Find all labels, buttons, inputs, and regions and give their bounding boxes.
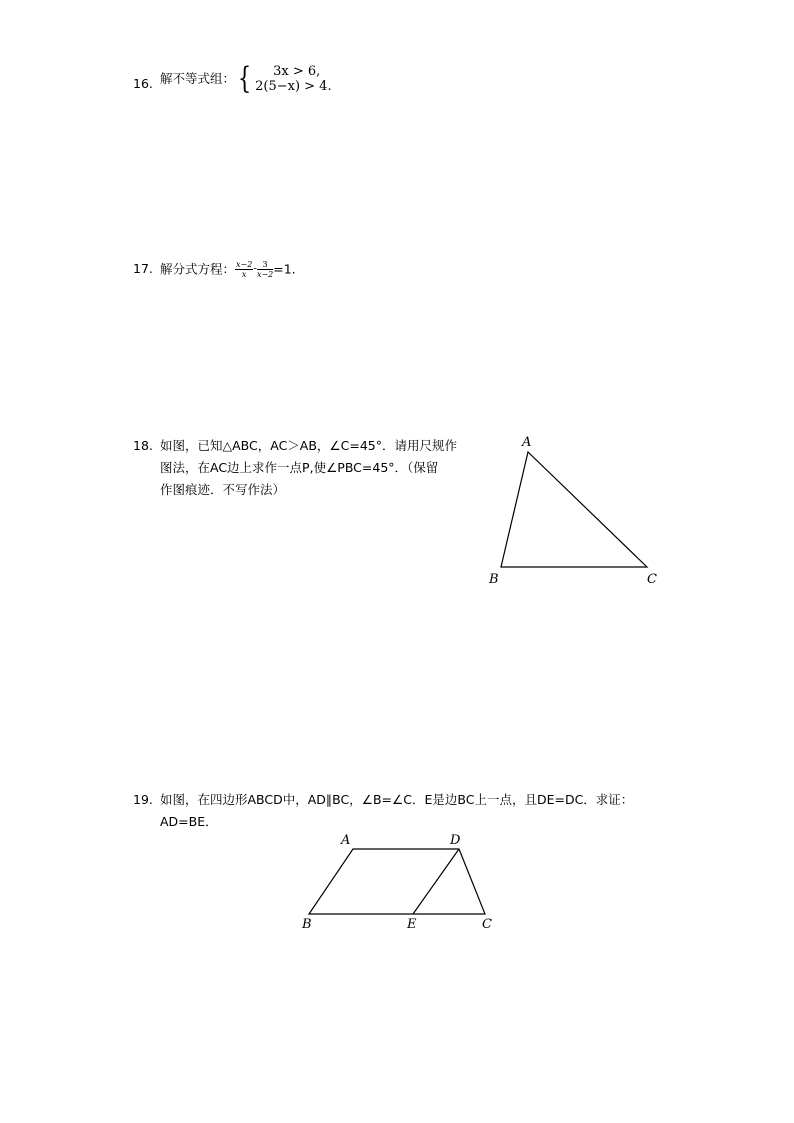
- vertex-label-b: B: [302, 917, 312, 932]
- quadrilateral-abcd-figure: [295, 828, 505, 938]
- question-number: 17.: [133, 261, 153, 276]
- quadrilateral-abcd: [309, 849, 485, 914]
- question-line-1: 如图，已知△ABC，AC＞AB，∠C=45°．请用尺规作: [160, 438, 457, 453]
- minus-sign: -: [253, 263, 257, 275]
- inequality-system: [255, 64, 331, 94]
- vertex-label-c: C: [647, 572, 657, 587]
- question-text: 解不等式组：: [160, 71, 236, 86]
- vertex-label-d: D: [450, 833, 461, 848]
- question-17: [133, 258, 433, 282]
- question-number: 16.: [133, 76, 153, 91]
- vertex-label-c: C: [482, 917, 492, 932]
- question-line-2: AD=BE．: [160, 814, 218, 829]
- question-18: [133, 435, 483, 505]
- brace-icon: {: [237, 61, 252, 96]
- inequality-line-2: 2(5−x) > 4.: [255, 79, 332, 94]
- vertex-label-e: E: [407, 917, 417, 932]
- vertex-label-a: A: [341, 833, 351, 848]
- segment-de: [413, 849, 459, 914]
- question-number: 19.: [133, 792, 153, 807]
- question-body: [160, 61, 332, 96]
- fraction-2-numerator: 3: [257, 260, 273, 270]
- fraction-2-denominator: x−2: [256, 270, 274, 279]
- triangle-abc-figure: [480, 425, 680, 595]
- fraction-1: [235, 260, 253, 279]
- triangle-abc: [501, 452, 647, 567]
- fraction-1-denominator: x: [241, 270, 247, 279]
- question-line-2: 图法，在AC边上求作一点P,使∠PBC=45°．（保留: [160, 460, 439, 475]
- question-number: 18.: [133, 438, 153, 453]
- question-text: 解分式方程：: [160, 261, 236, 277]
- inequality-line-1: 3x > 6,: [273, 64, 321, 79]
- vertex-label-a: A: [522, 435, 532, 450]
- fraction-2: [257, 260, 273, 279]
- vertex-label-b: B: [489, 572, 499, 587]
- question-body: [160, 258, 296, 281]
- question-body: [160, 435, 457, 501]
- question-16: [133, 61, 433, 104]
- question-body: [160, 789, 633, 833]
- fraction-1-numerator: x−2: [236, 260, 253, 269]
- question-line-3: 作图痕迹．不写作法）: [160, 482, 286, 497]
- equation-rhs: =1.: [273, 261, 296, 277]
- question-line-1: 如图，在四边形ABCD中，AD∥BC，∠B=∠C．E是边BC上一点，且DE=DC．求证：: [160, 792, 634, 807]
